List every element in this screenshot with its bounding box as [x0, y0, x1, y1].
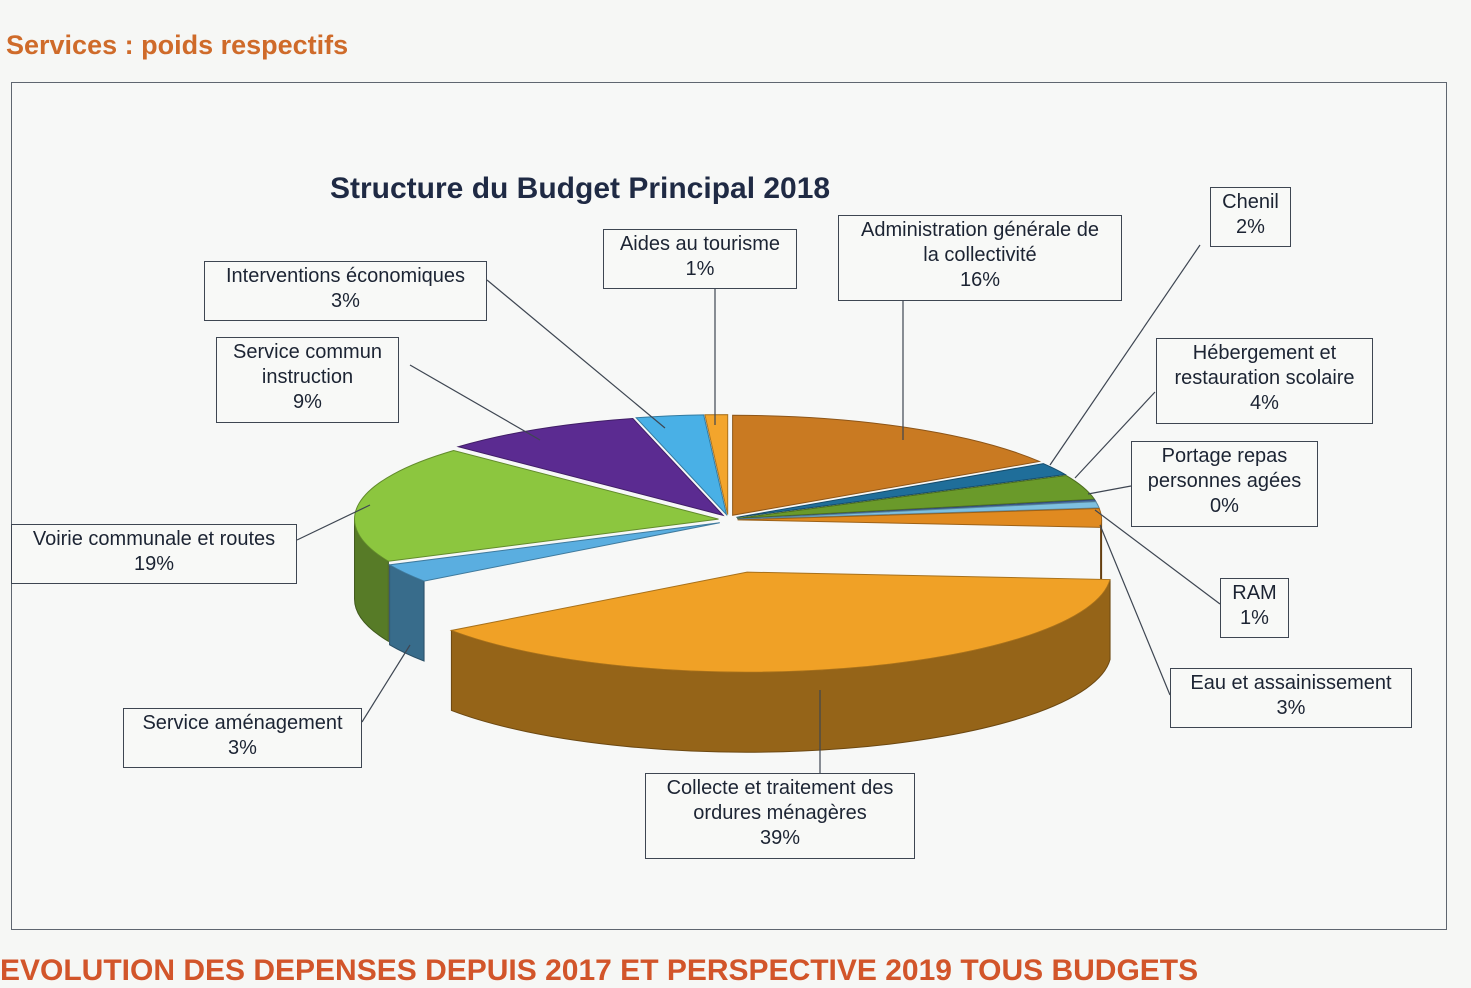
label-chenil: [1210, 187, 1291, 247]
label-hebergement-line1: Hébergement et: [1192, 342, 1337, 364]
label-ram: [1220, 578, 1289, 638]
label-eau-pct: 3%: [1276, 697, 1306, 719]
label-eau-line1: Eau et assainissement: [1190, 672, 1392, 694]
label-administration-line2: la collectivité: [923, 244, 1037, 266]
label-portage-line2: personnes agées: [1147, 470, 1302, 492]
label-voirie-line1: Voirie communale et routes: [32, 528, 276, 550]
label-eau: [1170, 668, 1412, 728]
leader-line-10: [487, 280, 665, 428]
label-collecte-line1: Collecte et traitement des: [666, 777, 894, 799]
leader-line-7: [362, 645, 410, 722]
label-amenagement-pct: 3%: [228, 737, 257, 759]
label-portage-pct: 0%: [1210, 495, 1239, 517]
label-hebergement-line2: restauration scolaire: [1174, 367, 1355, 389]
label-voirie-pct: 19%: [133, 553, 175, 575]
bottom-heading: EVOLUTION DES DEPENSES DEPUIS 2017 ET PERSPECTIVE 2019 TOUS BUDGETS: [0, 954, 1199, 987]
label-administration: [838, 215, 1122, 301]
label-tourisme: [603, 229, 797, 289]
label-amenagement-line1: Service aménagement: [142, 712, 343, 734]
label-voirie: [11, 524, 297, 584]
label-portage-line1: Portage repas: [1161, 445, 1288, 467]
label-hebergement-pct: 4%: [1250, 392, 1279, 414]
label-amenagement: [123, 708, 362, 768]
label-chenil-pct: 2%: [1236, 216, 1265, 238]
label-collecte: [645, 773, 915, 859]
label-portage: [1131, 441, 1318, 527]
label-interventions-pct: 3%: [331, 290, 360, 312]
label-interventions: [204, 261, 487, 321]
label-collecte-pct: 39%: [759, 827, 801, 849]
label-service-commun-pct: 9%: [293, 391, 322, 413]
label-service-commun-line2: instruction: [261, 366, 354, 388]
label-ram-pct: 1%: [1240, 607, 1269, 629]
label-ram-line1: RAM: [1232, 582, 1277, 604]
label-tourisme-line1: Aides au tourisme: [619, 233, 781, 255]
label-administration-pct: 16%: [959, 269, 1001, 291]
label-service-commun: [216, 337, 399, 423]
leader-line-3: [1088, 486, 1131, 494]
label-administration-line1: Administration générale de: [861, 219, 1099, 241]
label-hebergement: [1156, 338, 1373, 424]
label-collecte-line2: ordures ménagères: [693, 802, 867, 824]
label-tourisme-pct: 1%: [685, 258, 715, 280]
section-title: Services : poids respectifs: [6, 30, 349, 60]
label-chenil-line1: Chenil: [1222, 191, 1279, 213]
chart-title: Structure du Budget Principal 2018: [330, 172, 831, 205]
label-service-commun-line1: Service commun: [233, 341, 382, 363]
leader-line-9: [410, 365, 540, 440]
label-interventions-line1: Interventions économiques: [225, 265, 466, 287]
